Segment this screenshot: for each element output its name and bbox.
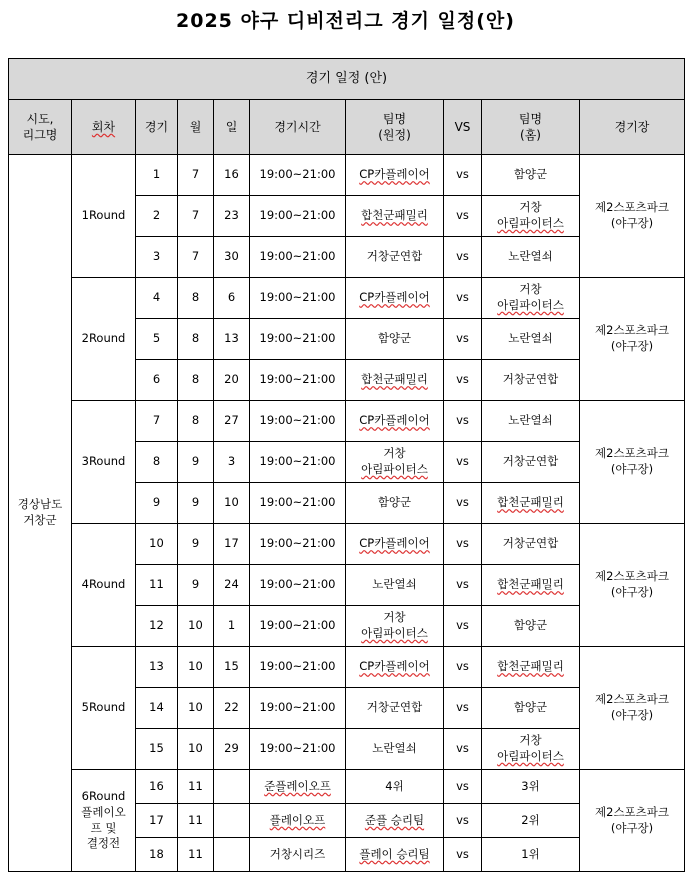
game-time <box>250 524 346 565</box>
home-team-text: 거창 <box>519 282 542 297</box>
versus-label: vs <box>444 442 482 483</box>
venue-line: 제2스포츠파크 <box>595 569 669 584</box>
round-label-line: 4Round <box>81 577 126 592</box>
away-team-text: 4위 <box>385 778 404 793</box>
venue-line: (야구장) <box>610 585 654 599</box>
game-month: 9 <box>178 565 214 606</box>
home-team-text: 아림파이터스 <box>497 749 564 763</box>
versus-label: vs <box>444 606 482 647</box>
home-team <box>482 237 580 278</box>
venue-line: 제2스포츠파크 <box>595 323 669 338</box>
home-team <box>482 524 580 565</box>
home-team <box>482 565 580 606</box>
away-team-line <box>346 610 443 626</box>
game-day <box>214 838 250 872</box>
home-team-line <box>482 454 579 470</box>
away-team <box>346 237 444 278</box>
game-time <box>250 278 346 319</box>
away-team-text: 노란열쇠 <box>372 741 417 756</box>
header-month: 월 <box>178 100 214 155</box>
region-cell <box>9 155 72 872</box>
away-team-text: 준플 승리팀 <box>364 812 425 827</box>
away-team <box>346 278 444 319</box>
away-team-text: 함양군 <box>377 495 412 510</box>
home-team <box>482 360 580 401</box>
game-day: 6 <box>214 278 250 319</box>
schedule-body <box>9 155 685 872</box>
venue-cell <box>580 647 685 770</box>
game-time <box>250 401 346 442</box>
table-row <box>9 278 685 319</box>
game-month: 11 <box>178 804 214 838</box>
table-row <box>9 647 685 688</box>
game-time <box>250 483 346 524</box>
game-time <box>250 360 346 401</box>
venue-cell <box>580 524 685 647</box>
round-label <box>72 278 136 401</box>
game-time-text: 19:00~21:00 <box>259 577 336 592</box>
home-team <box>482 688 580 729</box>
game-number: 7 <box>136 401 178 442</box>
header-vs: VS <box>444 100 482 155</box>
venue-line: (야구장) <box>610 708 654 722</box>
region-line: 경상남도 <box>17 497 63 512</box>
game-month: 8 <box>178 278 214 319</box>
home-team-line <box>482 282 579 298</box>
game-day: 3 <box>214 442 250 483</box>
game-number: 16 <box>136 770 178 804</box>
away-team-line <box>346 208 443 224</box>
home-team-line <box>482 167 579 183</box>
away-team-line <box>346 847 443 863</box>
game-day: 20 <box>214 360 250 401</box>
venue-cell <box>580 770 685 872</box>
game-day: 23 <box>214 196 250 237</box>
away-team <box>346 196 444 237</box>
game-time-text: 19:00~21:00 <box>259 249 336 264</box>
away-team-line <box>346 536 443 552</box>
game-time-text: 19:00~21:00 <box>259 413 336 428</box>
round-label-line: 1Round <box>81 208 126 223</box>
away-team-text: CP카플레이어 <box>359 413 430 428</box>
home-team <box>482 196 580 237</box>
away-team-text: CP카플레이어 <box>359 167 430 182</box>
game-number: 6 <box>136 360 178 401</box>
header-game: 경기 <box>136 100 178 155</box>
versus-label: vs <box>444 524 482 565</box>
game-time <box>250 804 346 838</box>
away-team <box>346 360 444 401</box>
away-team-line <box>346 495 443 511</box>
home-team <box>482 442 580 483</box>
header-away-team: 팀명 (원정) <box>346 100 444 155</box>
game-number: 8 <box>136 442 178 483</box>
versus-label: vs <box>444 196 482 237</box>
versus-label: vs <box>444 804 482 838</box>
away-team-line <box>346 626 443 642</box>
away-team-line <box>346 413 443 429</box>
header-home-team: 팀명 (홈) <box>482 100 580 155</box>
game-time <box>250 196 346 237</box>
away-team-line <box>346 167 443 183</box>
game-time-text: 19:00~21:00 <box>259 741 336 756</box>
away-team <box>346 319 444 360</box>
round-label-line: 6Round <box>81 789 126 804</box>
home-team <box>482 483 580 524</box>
away-team-text: 거창군연합 <box>366 249 423 264</box>
versus-label: vs <box>444 729 482 770</box>
away-team-text: CP카플레이어 <box>359 659 430 674</box>
away-team <box>346 524 444 565</box>
game-day: 16 <box>214 155 250 196</box>
round-label <box>72 647 136 770</box>
away-team-line <box>346 577 443 593</box>
away-team-text: 거창군연합 <box>366 700 423 715</box>
away-team-line <box>346 290 443 306</box>
game-time <box>250 442 346 483</box>
game-number: 11 <box>136 565 178 606</box>
home-team-line <box>482 577 579 593</box>
game-day <box>214 804 250 838</box>
home-team-text: 1위 <box>521 846 540 861</box>
game-month: 7 <box>178 196 214 237</box>
venue-cell <box>580 278 685 401</box>
game-day: 24 <box>214 565 250 606</box>
away-team-text: 거창 <box>383 446 406 461</box>
game-number: 1 <box>136 155 178 196</box>
home-team-line <box>482 700 579 716</box>
away-team-text: 거창 <box>383 610 406 625</box>
venue-line: (야구장) <box>610 820 654 835</box>
home-team-text: 노란열쇠 <box>508 331 553 346</box>
header-region: 시도, 리그명 <box>9 100 72 155</box>
away-team-line <box>346 446 443 462</box>
page-title: 2025 야구 디비전리그 경기 일정(안) <box>176 10 515 32</box>
away-team-text: 플레이 승리팀 <box>359 846 430 861</box>
round-label <box>72 401 136 524</box>
home-team-line <box>482 298 579 314</box>
game-month: 9 <box>178 524 214 565</box>
game-month: 10 <box>178 647 214 688</box>
round-label-line: 2Round <box>81 331 126 346</box>
home-team-text: 거창 <box>519 733 542 748</box>
table-row <box>9 770 685 804</box>
away-team-line <box>346 700 443 716</box>
home-team-line <box>482 659 579 675</box>
versus-label: vs <box>444 770 482 804</box>
game-day <box>214 770 250 804</box>
table-row <box>9 524 685 565</box>
home-team-text: 함양군 <box>513 700 548 715</box>
home-team <box>482 278 580 319</box>
away-team <box>346 647 444 688</box>
home-team-line <box>482 779 579 795</box>
game-time-text: 플레이오프 <box>269 812 326 827</box>
home-team <box>482 401 580 442</box>
game-number: 2 <box>136 196 178 237</box>
game-time-text: 거창시리즈 <box>269 846 326 861</box>
home-team-text: 합천군패밀리 <box>497 495 564 510</box>
header-row <box>9 100 685 155</box>
home-team-line <box>482 249 579 265</box>
versus-label: vs <box>444 237 482 278</box>
away-team-text: 함양군 <box>377 331 412 346</box>
table-caption: 경기 일정 (안) <box>9 59 685 100</box>
home-team-line <box>482 200 579 216</box>
game-number: 12 <box>136 606 178 647</box>
versus-label: vs <box>444 319 482 360</box>
versus-label: vs <box>444 401 482 442</box>
home-team-text: 함양군 <box>513 167 548 182</box>
away-team <box>346 688 444 729</box>
game-number: 3 <box>136 237 178 278</box>
game-time-text: 19:00~21:00 <box>259 536 336 551</box>
away-team-line <box>346 659 443 675</box>
home-team <box>482 770 580 804</box>
game-number: 15 <box>136 729 178 770</box>
game-month: 9 <box>178 483 214 524</box>
game-month: 11 <box>178 838 214 872</box>
venue-line: 제2스포츠파크 <box>595 200 669 215</box>
home-team-text: 거창군연합 <box>502 454 559 469</box>
round-label <box>72 155 136 278</box>
game-day: 1 <box>214 606 250 647</box>
game-time-text: 19:00~21:00 <box>259 372 336 387</box>
away-team-line <box>346 741 443 757</box>
home-team-text: 3위 <box>521 778 540 793</box>
venue-line: (야구장) <box>610 216 654 230</box>
home-team-line <box>482 372 579 388</box>
home-team-line <box>482 733 579 749</box>
game-time <box>250 237 346 278</box>
round-label-line: 5Round <box>81 700 126 715</box>
venue-line: 제2스포츠파크 <box>595 446 669 461</box>
header-day: 일 <box>214 100 250 155</box>
header-round: 회차 <box>72 100 136 155</box>
home-team-text: 노란열쇠 <box>508 413 553 428</box>
home-team-line <box>482 847 579 863</box>
home-team-text: 거창군연합 <box>502 372 559 387</box>
table-row <box>9 155 685 196</box>
game-time-text: 19:00~21:00 <box>259 495 336 510</box>
game-month: 11 <box>178 770 214 804</box>
home-team <box>482 729 580 770</box>
away-team-line <box>346 331 443 347</box>
home-team-line <box>482 495 579 511</box>
away-team-line <box>346 372 443 388</box>
header-venue: 경기장 <box>580 100 685 155</box>
game-number: 18 <box>136 838 178 872</box>
away-team <box>346 606 444 647</box>
game-time <box>250 688 346 729</box>
game-day: 15 <box>214 647 250 688</box>
game-time <box>250 155 346 196</box>
versus-label: vs <box>444 838 482 872</box>
away-team-text: 합천군패밀리 <box>361 372 428 387</box>
game-number: 14 <box>136 688 178 729</box>
round-label <box>72 524 136 647</box>
game-month: 10 <box>178 688 214 729</box>
home-team-text: 2위 <box>521 812 540 827</box>
home-team-line <box>482 749 579 765</box>
game-time <box>250 729 346 770</box>
home-team-line <box>482 413 579 429</box>
game-number: 5 <box>136 319 178 360</box>
game-time <box>250 770 346 804</box>
versus-label: vs <box>444 483 482 524</box>
game-time <box>250 319 346 360</box>
game-time <box>250 565 346 606</box>
game-time-text: 19:00~21:00 <box>259 167 336 182</box>
home-team-line <box>482 536 579 552</box>
versus-label: vs <box>444 565 482 606</box>
game-day: 13 <box>214 319 250 360</box>
game-number: 9 <box>136 483 178 524</box>
home-team <box>482 647 580 688</box>
header-time: 경기시간 <box>250 100 346 155</box>
game-day: 27 <box>214 401 250 442</box>
round-label-line: 결정전 <box>86 836 121 851</box>
home-team-line <box>482 331 579 347</box>
venue-cell <box>580 155 685 278</box>
game-day: 17 <box>214 524 250 565</box>
game-time <box>250 838 346 872</box>
away-team-line <box>346 462 443 478</box>
game-time-text: 19:00~21:00 <box>259 208 336 223</box>
versus-label: vs <box>444 360 482 401</box>
versus-label: vs <box>444 155 482 196</box>
home-team <box>482 155 580 196</box>
round-label-line: 플레이오 <box>81 804 126 819</box>
venue-line: (야구장) <box>610 462 654 476</box>
home-team-line <box>482 216 579 232</box>
game-day: 10 <box>214 483 250 524</box>
game-time <box>250 647 346 688</box>
away-team-line <box>346 779 443 795</box>
away-team-text: 노란열쇠 <box>372 577 417 592</box>
game-time-text: 19:00~21:00 <box>259 290 336 305</box>
game-month: 7 <box>178 155 214 196</box>
game-day: 30 <box>214 237 250 278</box>
game-time-text: 19:00~21:00 <box>259 700 336 715</box>
home-team-text: 합천군패밀리 <box>497 659 564 674</box>
round-label <box>72 770 136 872</box>
home-team-text: 거창 <box>519 200 542 215</box>
venue-line: (야구장) <box>610 339 654 353</box>
away-team-text: CP카플레이어 <box>359 290 430 305</box>
away-team-text: 아림파이터스 <box>361 626 428 640</box>
home-team-text: 아림파이터스 <box>497 216 564 230</box>
home-team-text: 함양군 <box>513 618 548 633</box>
venue-line: 제2스포츠파크 <box>595 804 669 819</box>
game-month: 7 <box>178 237 214 278</box>
home-team <box>482 319 580 360</box>
game-number: 17 <box>136 804 178 838</box>
game-month: 9 <box>178 442 214 483</box>
away-team <box>346 770 444 804</box>
game-number: 4 <box>136 278 178 319</box>
away-team <box>346 729 444 770</box>
region-line: 거창군 <box>23 513 57 527</box>
round-label-line: 3Round <box>81 454 126 469</box>
home-team <box>482 804 580 838</box>
away-team <box>346 838 444 872</box>
schedule-table <box>8 58 685 872</box>
game-month: 8 <box>178 401 214 442</box>
home-team-text: 노란열쇠 <box>508 249 553 264</box>
home-team-text: 아림파이터스 <box>497 298 564 312</box>
away-team-text: 아림파이터스 <box>361 462 428 476</box>
game-time-text: 19:00~21:00 <box>259 454 336 469</box>
home-team-text: 합천군패밀리 <box>497 577 564 592</box>
game-time-text: 19:00~21:00 <box>259 659 336 674</box>
game-number: 10 <box>136 524 178 565</box>
home-team <box>482 838 580 872</box>
versus-label: vs <box>444 688 482 729</box>
game-time-text: 준플레이오프 <box>264 778 331 793</box>
away-team-line <box>346 249 443 265</box>
versus-label: vs <box>444 647 482 688</box>
round-label-line: 프 및 <box>90 820 117 835</box>
game-number: 13 <box>136 647 178 688</box>
away-team <box>346 401 444 442</box>
away-team <box>346 442 444 483</box>
away-team <box>346 565 444 606</box>
away-team <box>346 155 444 196</box>
home-team-text: 거창군연합 <box>502 536 559 551</box>
table-row <box>9 401 685 442</box>
away-team <box>346 483 444 524</box>
venue-line: 제2스포츠파크 <box>595 692 669 707</box>
away-team <box>346 804 444 838</box>
home-team <box>482 606 580 647</box>
venue-cell <box>580 401 685 524</box>
game-month: 10 <box>178 729 214 770</box>
game-month: 8 <box>178 360 214 401</box>
away-team-line <box>346 813 443 829</box>
home-team-line <box>482 813 579 829</box>
away-team-text: 합천군패밀리 <box>361 208 428 223</box>
game-day: 29 <box>214 729 250 770</box>
versus-label: vs <box>444 278 482 319</box>
game-time-text: 19:00~21:00 <box>259 618 336 633</box>
game-month: 8 <box>178 319 214 360</box>
game-time <box>250 606 346 647</box>
away-team-text: CP카플레이어 <box>359 536 430 551</box>
game-month: 10 <box>178 606 214 647</box>
game-time-text: 19:00~21:00 <box>259 331 336 346</box>
game-day: 22 <box>214 688 250 729</box>
home-team-line <box>482 618 579 634</box>
